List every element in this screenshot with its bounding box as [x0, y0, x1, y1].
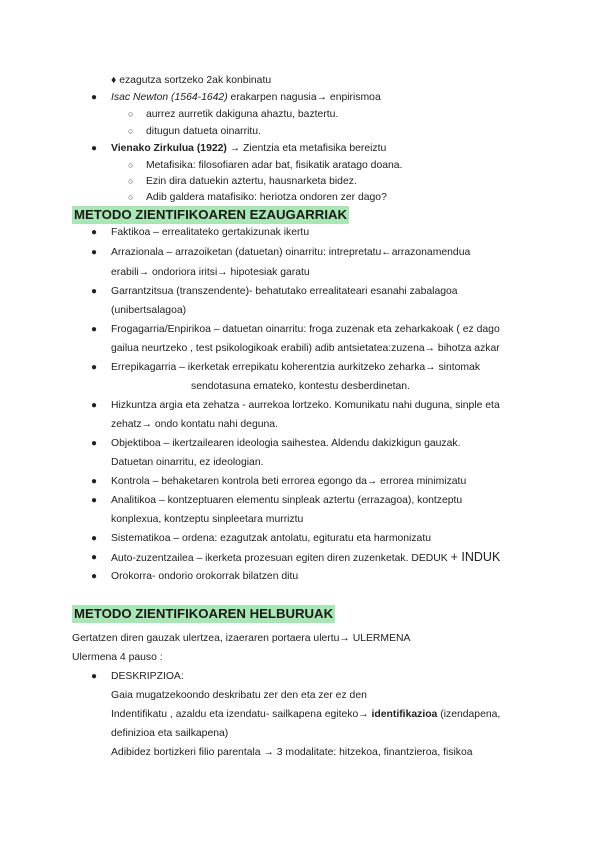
- circle-bullet-icon: ○: [128, 160, 134, 170]
- deskripzioa-text: (izendapena,: [437, 709, 501, 720]
- list-item: Faktikoa – errealitateko gertakizunak ikertu: [111, 227, 310, 238]
- list-item-continuation: (unibertsalagoa): [111, 305, 187, 316]
- newton-sub-2: ditugun datueta oinarritu.: [146, 126, 261, 137]
- vienna-sub-2: Ezin dira datuekin aztertu, hausnarketa bidez.: [146, 176, 357, 187]
- bullet-icon: ●: [91, 438, 98, 449]
- list-item-continuation: konplexua, kontzeptu sinpleetara murriztu: [111, 514, 304, 525]
- bullet-icon: ●: [91, 671, 98, 682]
- vienna-item: [111, 142, 386, 155]
- bullet-icon: ●: [91, 362, 98, 373]
- list-item: Orokorra- ondorio orokorrak bilatzen ditu: [111, 571, 299, 582]
- deskripzioa-line: Adibidez bortizkeri filio parentala → 3 modalitate: hitzekoa, finantzieroa, fisikoa: [111, 747, 473, 758]
- deskripzioa-label: DESKRIPZIOA:: [111, 671, 184, 682]
- list-item: Arrazionala – arrazoiketan (datuetan) oinarritu: intrepretatu←arrazonamendua: [111, 247, 471, 258]
- bullet-icon: ●: [91, 227, 98, 238]
- deskripzioa-line: Gaia mugatzekoondo deskribatu zer den eta zer ez den: [111, 690, 367, 701]
- list-item-continuation: Datuetan oinarritu, ez ideologian.: [111, 457, 264, 468]
- paragraph-line: Gertatzen diren gauzak ulertzea, izaeraren portaera ulertu→ ULERMENA: [72, 633, 411, 644]
- bullet-icon: ●: [91, 400, 98, 411]
- deskripzioa-line: definizioa eta sailkapena): [111, 728, 229, 739]
- bullet-icon: ●: [91, 476, 98, 487]
- list-item: [111, 551, 500, 565]
- section-heading-ezaugarriak: METODO ZIENTIFIKOAREN EZAUGARRIAK: [74, 207, 348, 222]
- circle-bullet-icon: ○: [128, 109, 134, 119]
- section-heading-helburuak: METODO ZIENTIFIKOAREN HELBURUAK: [74, 606, 334, 621]
- list-item-continuation: gailua neurtzeko , test psikologikoak erabili) adib antsietatea:zuzena→ bihotza azkar: [111, 343, 500, 354]
- paragraph-line: Ulermena 4 pauso :: [72, 652, 163, 663]
- list-item-continuation: zehatz→ ondo kontatu nahi deguna.: [111, 419, 278, 430]
- bullet-icon: ●: [91, 552, 98, 563]
- circle-bullet-icon: ○: [128, 176, 134, 186]
- vienna-name: Vienako Zirkulua (1922): [111, 143, 227, 154]
- vienna-sub-1: Metafisika: filosofiaren adar bat, fisikatik aratago doana.: [146, 160, 403, 171]
- identifikazioa-term: identifikazioa: [371, 709, 438, 720]
- bullet-icon: ●: [91, 143, 98, 154]
- bullet-icon: ●: [91, 92, 98, 103]
- circle-bullet-icon: ○: [128, 192, 134, 202]
- bullet-icon: ●: [91, 495, 98, 506]
- induk-text: + INDUK: [450, 550, 501, 564]
- list-item: Errepikagarria – ikerketak errepikatu koherentzia aurkitzeko zeharka→ sintomak: [111, 362, 481, 373]
- list-item: Garrantzitsua (transzendente)- behatutako errealitateari esanahi zabalagoa: [111, 286, 458, 297]
- autozuzentzailea-text: Auto-zuzentzailea – ikerketa prozesuan egiten diren zuzenketak. DEDUK: [111, 553, 448, 564]
- deskripzioa-text: Indentifikatu , azaldu eta izendatu- sailkapena egiteko→: [111, 709, 372, 720]
- combine-note: ♦ ezagutza sortzeko 2ak konbinatu: [111, 75, 272, 86]
- newton-sub-1: aurrez aurretik dakiguna ahaztu, baztertu.: [146, 109, 339, 120]
- list-item-continuation: erabili→ ondoriora iritsi→ hipotesiak garatu: [111, 267, 310, 278]
- bullet-icon: ●: [91, 324, 98, 335]
- bullet-icon: ●: [91, 247, 98, 258]
- list-item: Hizkuntza argia eta zehatza - aurrekoa lortzeko. Komunikatu nahi duguna, sinple eta: [111, 400, 500, 411]
- deskripzioa-line: [111, 708, 500, 721]
- list-item-continuation: sendotasuna emateko, kontestu desberdinetan.: [191, 381, 410, 392]
- vienna-sub-3: Adib galdera matafisiko: heriotza ondoren zer dago?: [146, 192, 387, 203]
- newton-text: erakarpen nagusia→ enpirismoa: [227, 92, 381, 103]
- newton-name: Isac Newton (1564-1642): [111, 92, 228, 103]
- list-item: Frogagarria/Enpirikoa – datuetan oinarritu: froga zuzenak eta zeharkakoak ( ez dago: [111, 324, 500, 335]
- list-item: Kontrola – behaketaren kontrola beti errorea egongo da→ errorea minimizatu: [111, 476, 467, 487]
- list-item: Analitikoa – kontzeptuaren elementu sinpleak aztertu (errazagoa), kontzeptu: [111, 495, 463, 506]
- bullet-icon: ●: [91, 571, 98, 582]
- vienna-text: → Zientzia eta metafisika bereiztu: [226, 143, 387, 154]
- list-item: Objektiboa – ikertzailearen ideologia saihestea. Aldendu dakizkigun gauzak.: [111, 438, 461, 449]
- bullet-icon: ●: [91, 286, 98, 297]
- bullet-icon: ●: [91, 533, 98, 544]
- newton-item: [111, 91, 381, 104]
- circle-bullet-icon: ○: [128, 126, 134, 136]
- list-item: Sistematikoa – ordena: ezagutzak antolatu, egituratu eta harmonizatu: [111, 533, 431, 544]
